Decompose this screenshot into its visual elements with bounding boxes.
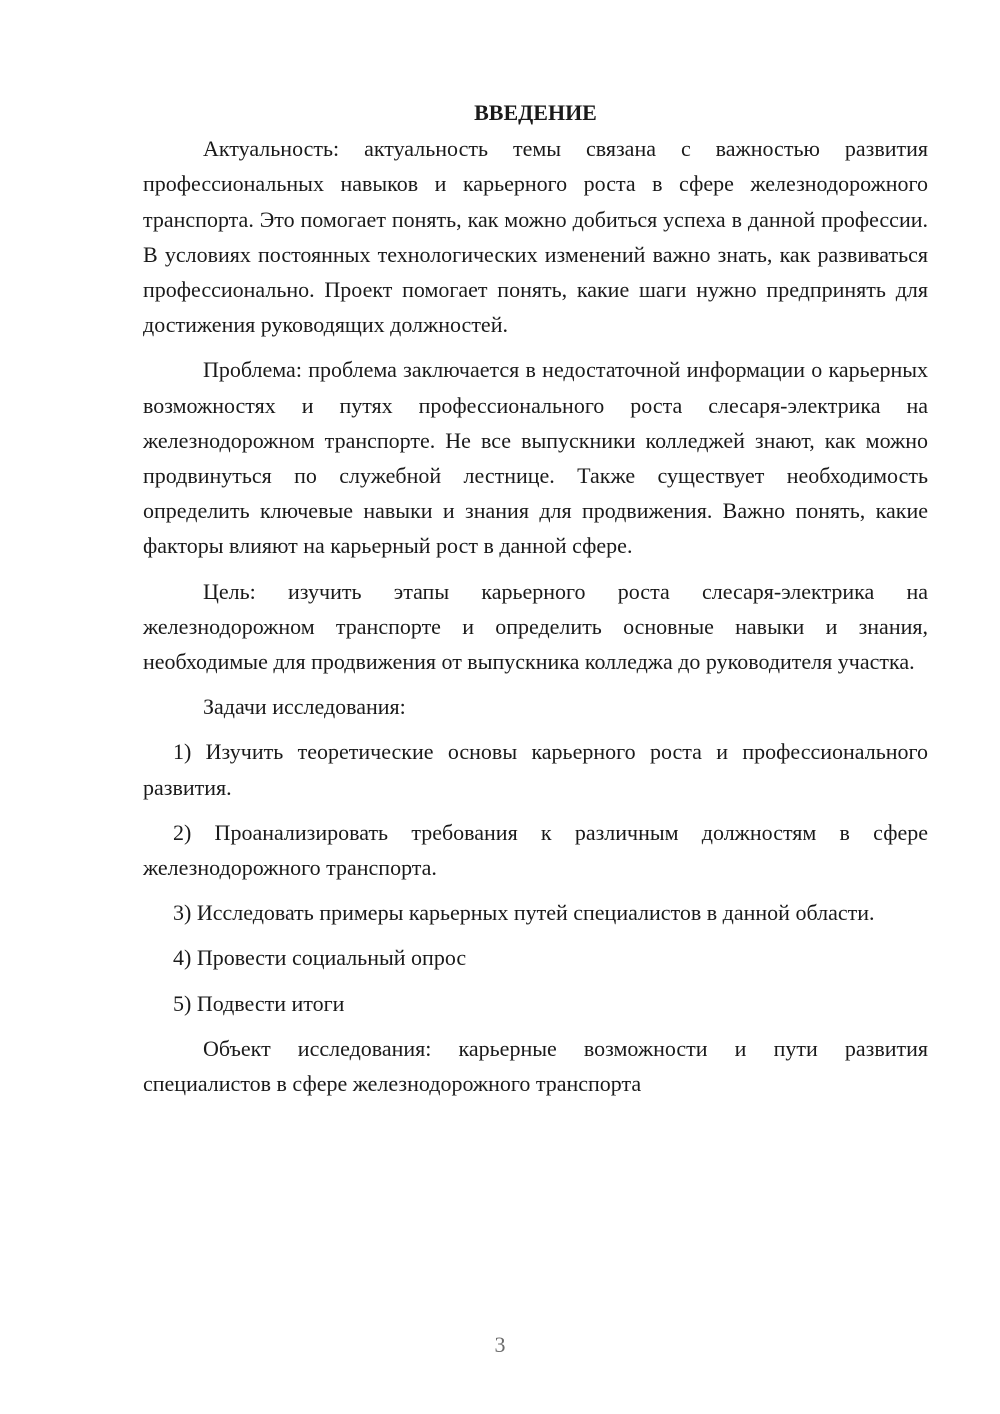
- section-title: ВВЕДЕНИЕ: [474, 100, 597, 125]
- object-paragraph: Объект исследования: карьерные возможности и пути развития специалистов в сфере железнодорожного транспорта: [143, 1035, 928, 1097]
- tasks-heading: Задачи исследования:: [203, 694, 406, 720]
- task-item-5: 5) Подвести итоги: [173, 990, 345, 1016]
- page-content: [143, 95, 928, 1111]
- task-item-2: 2) Проанализировать требования к различным должностям в сфере железнодорожного транспорта.: [143, 819, 928, 881]
- problem-paragraph: Проблема: проблема заключается в недостаточной информации о карьерных возможностях и путях профессионального роста слесаря-электрика на железнодорожном транспорте. Не все выпускники колледжей знают, как можно продвинуться по служебной лестнице. Также существует необходимость определить ключевые навыки и знания для продвижения. Важно понять, какие факторы влияют на карьерный рост в данной сфере.: [143, 357, 928, 559]
- goal-paragraph: Цель: изучить этапы карьерного роста слесаря-электрика на железнодорожном транспорте и определить основные навыки и знания, необходимые для продвижения от выпускника колледжа до руководителя участка.: [143, 578, 928, 675]
- relevance-paragraph: Актуальность: актуальность темы связана с важностью развития профессиональных навыков и карьерного роста в сфере железнодорожного транспорта. Это помогает понять, как можно добиться успеха в данной профессии. В условиях постоянных технологических изменений важно знать, как развиваться профессионально. Проект помогает понять, какие шаги нужно предпринять для достижения руководящих должностей.: [143, 136, 928, 338]
- task-item-1: 1) Изучить теоретические основы карьерного роста и профессионального развития.: [143, 739, 928, 800]
- task-item-4: 4) Провести социальный опрос: [173, 945, 467, 971]
- task-item-3: 3) Исследовать примеры карьерных путей специалистов в данной области.: [173, 900, 875, 926]
- page-number: 3: [494, 1332, 506, 1357]
